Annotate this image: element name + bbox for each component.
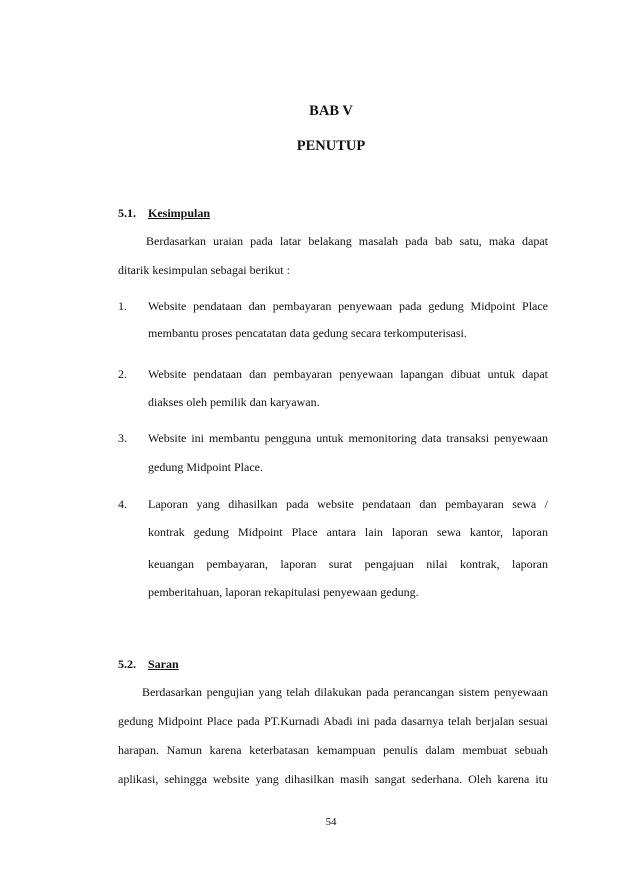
paragraph-line: Berdasarkan pengujian yang telah dilakukan pada perancangan sistem penyewaan (142, 685, 548, 699)
list-number: 3. (118, 431, 127, 445)
chapter-title: PENUTUP (296, 138, 366, 154)
list-item-line: membantu proses pencatatan data gedung secara terkomputerisasi. (148, 326, 467, 340)
section-heading-kesimpulan (118, 206, 210, 221)
list-item-line: Laporan yang dihasilkan pada website pendataan dan pembayaran sewa / (148, 497, 548, 511)
list-number: 1. (118, 299, 127, 313)
section-number: 5.2. (118, 657, 136, 671)
list-item-line: diakses oleh pemilik dan karyawan. (148, 395, 320, 409)
section-number: 5.1. (118, 206, 136, 220)
list-item-line: Website pendataan dan pembayaran penyewaan pada gedung Midpoint Place (148, 299, 548, 313)
section-title: Kesimpulan (148, 206, 211, 220)
section-heading-saran (118, 657, 179, 672)
chapter-number: BAB V (309, 103, 353, 119)
list-number: 4. (118, 497, 127, 511)
list-item-line: keuangan pembayaran, laporan surat pengajuan nilai kontrak, laporan (148, 557, 548, 571)
list-item-line: kontrak gedung Midpoint Place antara lain laporan sewa kantor, laporan (148, 525, 548, 539)
list-item-line: pemberitahuan, laporan rekapitulasi penyewaan gedung. (148, 585, 419, 599)
paragraph-line: Berdasarkan uraian pada latar belakang masalah pada bab satu, maka dapat (146, 234, 548, 248)
paragraph-line: aplikasi, sehingga website yang dihasilkan masih sangat sederhana. Oleh karena itu (118, 772, 548, 786)
paragraph-line: gedung Midpoint Place pada PT.Kurnadi Abadi ini pada dasarnya telah berjalan sesuai (118, 714, 548, 728)
page-number: 54 (325, 816, 337, 828)
list-item-line: Website pendataan dan pembayaran penyewaan lapangan dibuat untuk dapat (148, 367, 548, 381)
list-item-line: Website ini membantu pengguna untuk memonitoring data transaksi penyewaan (148, 431, 548, 445)
section-title: Saran (148, 657, 179, 671)
paragraph-line: harapan. Namun karena keterbatasan kemampuan penulis dalam membuat sebuah (118, 743, 548, 757)
paragraph-line: ditarik kesimpulan sebagai berikut : (118, 263, 290, 277)
list-number: 2. (118, 367, 127, 381)
list-item-line: gedung Midpoint Place. (148, 460, 263, 474)
